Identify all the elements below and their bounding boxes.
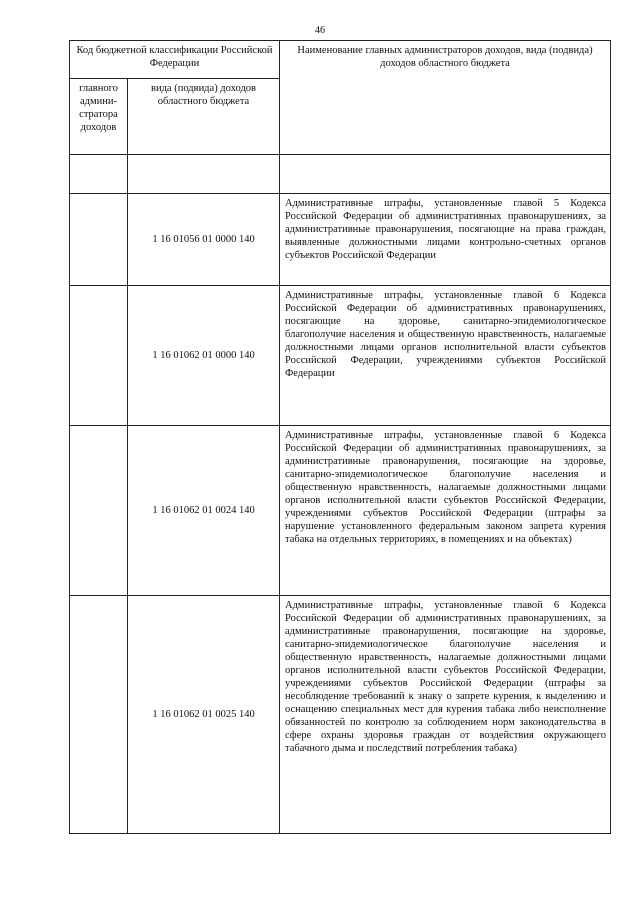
names-column-header: Наименование главных администраторов доходов, вида (подвида) доходов областного бюджета xyxy=(280,41,611,155)
name-cell: Административные штрафы, установленные главой 5 Кодекса Российской Федерации об административных правонарушениях, за административные правонарушения, посягающие на права граждан, выявленные должностными лицами контрольно-счетных органов субъектов Российской Федерации xyxy=(280,194,611,286)
name-cell: Административные штрафы, установленные главой 6 Кодекса Российской Федерации об административных правонарушениях, за административные правонарушения, посягающие на здоровье, санитарно-эпидемиологическое благополучие населения и общественную нравственность, налагаемые должностными лицами органов исполнительной власти субъектов Российской Федерации, учреждениями субъектов Российской Федерации (штрафы за несоблюдение требований к знаку о запрете курения, к выделению и оснащению специальных мест для курения табака либо неисполнение обязанностей по контролю за соблюдением норм законодательства в сфере охраны здоровья граждан от воздействия окружающего табачного дыма и последствий потребления табака) xyxy=(280,596,611,834)
code-cell: 1 16 01062 01 0024 140 xyxy=(128,426,280,596)
name-cell: Административные штрафы, установленные главой 6 Кодекса Российской Федерации об административных правонарушениях, посягающие на здоровье, санитарно-эпидемиологическое благополучие населения и общественную нравственность, налагаемые должностными лицами органов исполнительной власти субъектов Российской Федерации, учреждениями субъектов Российской Федерации xyxy=(280,286,611,426)
code-cell: 1 16 01056 01 0000 140 xyxy=(128,194,280,286)
table-row xyxy=(70,596,611,834)
budget-classification-table xyxy=(69,40,611,834)
admin-cell xyxy=(70,286,128,426)
admin-column-header: главного админи-стратора доходов xyxy=(70,79,128,155)
admin-cell xyxy=(70,426,128,596)
table-row xyxy=(70,286,611,426)
table-row xyxy=(70,426,611,596)
admin-cell xyxy=(70,596,128,834)
page-number: 46 xyxy=(315,25,325,36)
admin-cell xyxy=(70,194,128,286)
table-row xyxy=(70,194,611,286)
name-cell: Административные штрафы, установленные главой 6 Кодекса Российской Федерации об административных правонарушениях, за административные правонарушения, посягающие на здоровье, санитарно-эпидемиологическое благополучие населения и общественную нравственность, налагаемые должностными лицами органов исполнительной власти субъектов Российской Федерации, учреждениями субъектов Российской Федерации (штрафы за нарушение установленного федеральным законом запрета курения табака на отдельных территориях, в помещениях и на объектах) xyxy=(280,426,611,596)
header-spacer-row xyxy=(70,155,611,194)
code-group-header: Код бюджетной классификации Российской Федерации xyxy=(70,41,280,79)
code-cell: 1 16 01062 01 0025 140 xyxy=(128,596,280,834)
kind-column-header: вида (подвида) доходов областного бюджета xyxy=(128,79,280,155)
code-cell: 1 16 01062 01 0000 140 xyxy=(128,286,280,426)
